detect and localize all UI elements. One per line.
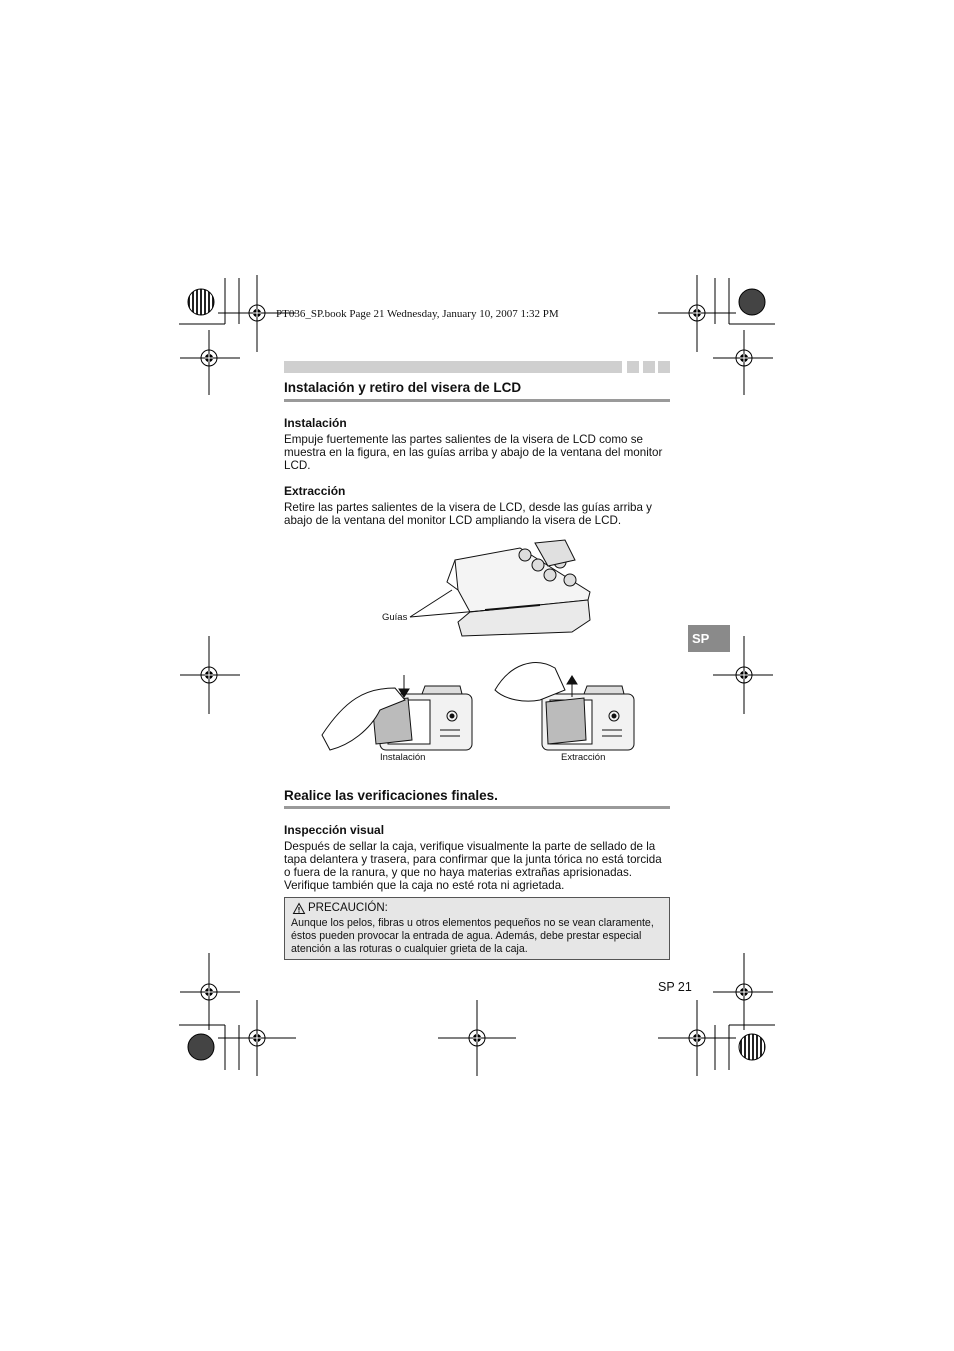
guides-label: Guías (382, 612, 408, 623)
installation-text: Empuje fuertemente las partes salientes de la visera de LCD como se muestra en la figura, en las guías arriba y abajo de la ventana del monitor LCD. (284, 433, 663, 472)
section-rule (284, 806, 670, 809)
visual-inspection-text: Después de sellar la caja, verifique visualmente la parte de sellado de la tapa delantera y trasera, para confirmar que la junta tórica no está torcida o fuera de la ranura, y que no haya materias extrañas aprisionadas. Verifique también que la caja no esté rota ni agrietada. (284, 840, 662, 892)
caution-box (284, 897, 670, 960)
print-header: PT036_SP.book Page 21 Wednesday, January 10, 2007 1:32 PM (276, 308, 559, 320)
installation-heading: Instalación (284, 416, 347, 430)
page-number: SP 21 (658, 980, 692, 994)
caution-title-row (293, 902, 388, 914)
visual-inspection-heading: Inspección visual (284, 823, 385, 837)
warning-icon (293, 903, 305, 914)
install-figure-label: Instalación (380, 752, 426, 763)
caution-title: PRECAUCIÓN: (308, 902, 388, 914)
section-title: Realice las verificaciones finales. (284, 788, 498, 803)
extraction-text: Retire las partes salientes de la visera de LCD, desde las guías arriba y abajo de la ventana del monitor LCD ampliando la visera de LCD. (284, 501, 652, 527)
extract-figure-label: Extracción (561, 752, 606, 763)
caution-text: Aunque los pelos, fibras u otros elementos pequeños no se vean claramente, éstos pueden provocar la entrada de agua. Además, debe prestar especial atención a las roturas o cualquier grieta de la caja. (291, 917, 654, 955)
extraction-heading: Extracción (284, 484, 346, 498)
section-title: Instalación y retiro del visera de LCD (284, 380, 522, 395)
language-tab: SP (688, 625, 730, 652)
